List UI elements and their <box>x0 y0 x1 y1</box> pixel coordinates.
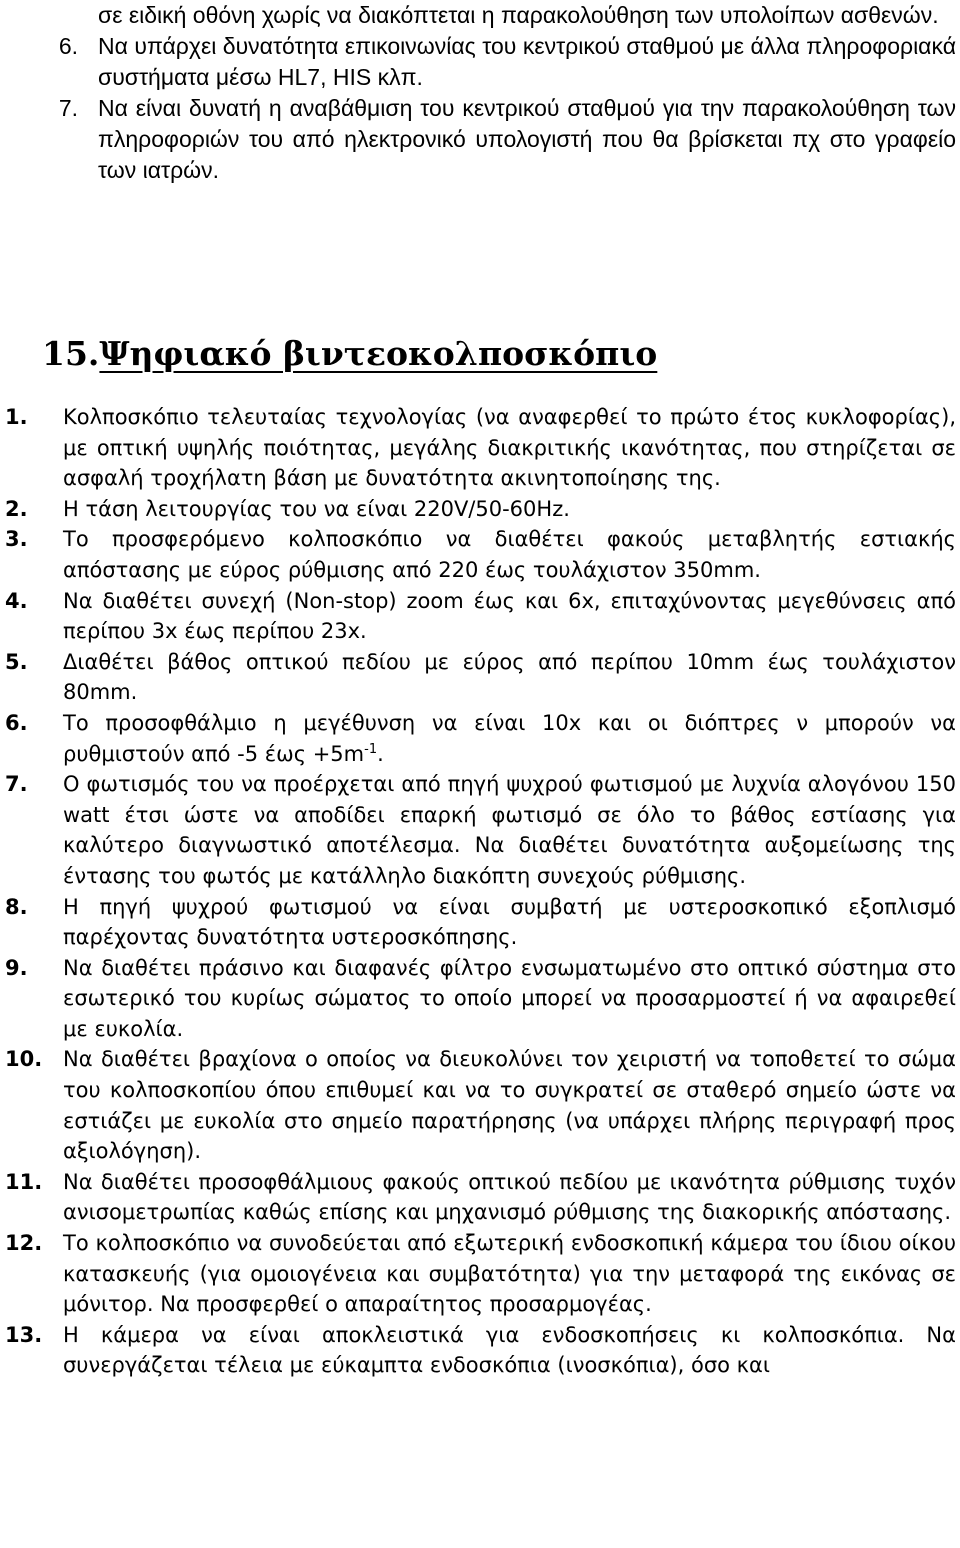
list-item-number: 7. <box>5 772 28 797</box>
list-item <box>0 524 960 585</box>
list-item-text: Να είναι δυνατή η αναβάθμιση του κεντρικού σταθμού για την παρακολούθηση των πληροφοριών του από ηλεκτρονικό υπολογιστή που θα βρίσκεται πχ στο γραφείο των ιατρών. <box>98 95 956 183</box>
list-item-number: 8. <box>5 894 28 919</box>
list-item <box>0 769 960 891</box>
list-item-text <box>63 708 956 769</box>
list-item-text: Να διαθέτει βραχίονα ο οποίος να διευκολύνει τον χειριστή να τοποθετεί το σώμα του κολποσκοπίου όπου επιθυμεί και να το συγκρατεί σε σταθερό σημείο ώστε να εστιάζει με ευκολία στο σημείο παρατήρησης (να υπάρχει πλήρης περιγραφή προς αξιολόγηση). <box>63 1047 956 1164</box>
list-item-text: Το προσφερόμενο κολποσκόπιο να διαθέτει φακούς μεταβλητής εστιακής απόστασης με εύρος ρύθμισης από 220 έως τουλάχιστον 350mm. <box>63 527 956 582</box>
list-item-number: 4. <box>5 588 28 613</box>
list-item-text: Να διαθέτει προσοφθάλμιους φακούς οπτικού πεδίου με ικανότητα ρύθμισης τυχόν ανισομετρωπίας καθώς επίσης και μηχανισμό ρύθμισης της διακορικής απόστασης. <box>63 1169 956 1225</box>
list-item-number: 2. <box>5 496 28 521</box>
section-title: Ψηφιακό βιντεοκολποσκόπιο <box>99 334 658 373</box>
list-item-number: 10. <box>5 1047 43 1072</box>
superscript: -1 <box>364 741 378 757</box>
list-item-number: 5. <box>5 649 28 674</box>
list-item-text: Ο φωτισμός του να προέρχεται από πηγή ψυχρού φωτισμού με λυχνία αλογόνου 150 watt έτσι ώστε να αποδίδει επαρκή φωτισμό σε όλο το βάθος εστίασης για καλύτερο διαγνωστικό αποτέλεσμα. Να διαθέτει δυνατότητα αυξομείωσης της έντασης του φωτός με κατάλληλο διακόπτη συνεχούς ρύθμισης. <box>63 772 956 888</box>
list-item-text: Η τάση λειτουργίας του να είναι 220V/50-60Hz. <box>63 496 570 521</box>
list-item-text: Κολποσκόπιο τελευταίας τεχνολογίας (να αναφερθεί το πρώτο έτος κυκλοφορίας), με οπτική υψηλής ποιότητας, μεγάλης διακριτικής ικανότητας, που στηρίζεται σε ασφαλή τροχήλατη βάση με δυνατότητα ακινητοποίησης της. <box>63 405 956 491</box>
list-item <box>98 0 956 31</box>
list-item <box>0 402 960 494</box>
list-item-text: Να διαθέτει πράσινο και διαφανές φίλτρο ενσωματωμένο στο οπτικό σύστημα στο εσωτερικό του κυρίως σώματος το οποίο μπορεί να προσαρμοστεί ή να αφαιρεθεί με ευκολία. <box>63 955 956 1041</box>
list-item <box>0 1044 960 1166</box>
list-item-text: Το κολποσκόπιο να συνοδεύεται από εξωτερική ενδοσκοπική κάμερα του ίδιου οίκου κατασκευής (για ομοιογένεια και συμβατότητα) για την μεταφορά της εικόνας σε μόνιτορ. Να προσφερθεί ο απαραίτητος προσαρμογέας. <box>63 1231 956 1317</box>
list-item-text: Διαθέτει βάθος οπτικού πεδίου με εύρος από περίπου 10mm έως τουλάχιστον 80mm. <box>63 649 956 705</box>
previous-section-continuation <box>58 0 956 186</box>
list-item <box>0 953 960 1045</box>
list-item <box>0 586 960 647</box>
list-item-number: 6. <box>58 33 78 59</box>
list-item-text: Να διαθέτει συνεχή (Non-stop) zoom έως και 6x, επιταχύνοντας μεγεθύνσεις από περίπου 3x έως περίπου 23x. <box>63 588 956 644</box>
list-item <box>0 1228 960 1320</box>
list-item-text-main: Το προσοφθάλμιο η μεγέθυνση να είναι 10x και οι διόπτρες ν μπορούν να ρυθμιστούν από -5 έως +5m <box>63 710 956 766</box>
section-heading <box>42 332 657 376</box>
list-item-number: 7. <box>58 95 78 121</box>
list-item-number: 3. <box>5 527 28 552</box>
specification-list <box>0 402 960 1381</box>
list-item <box>0 647 960 708</box>
list-item-number: 6. <box>5 710 28 735</box>
list-item-number: 12. <box>5 1231 43 1256</box>
list-item <box>0 892 960 953</box>
list-item <box>0 708 960 769</box>
list-item-number: 11. <box>5 1169 43 1194</box>
list-item <box>0 494 960 525</box>
list-item-number: 13. <box>5 1322 43 1347</box>
list-item-number: 1. <box>5 405 28 429</box>
list-item <box>0 1167 960 1228</box>
list-item-number: 9. <box>5 955 28 980</box>
list-item <box>58 93 956 186</box>
list-item-text-suffix: . <box>377 741 384 766</box>
list-item <box>58 31 956 93</box>
list-item <box>0 1320 960 1381</box>
list-item-text: Να υπάρχει δυνατότητα επικοινωνίας του κεντρικού σταθμού με άλλα πληροφοριακά συστήματα μέσω HL7, HIS κλπ. <box>98 33 956 90</box>
list-item-text: Η πηγή ψυχρού φωτισμού να είναι συμβατή με υστεροσκοπικό εξοπλισμό παρέχοντας δυνατότητα υστεροσκόπησης. <box>63 894 956 950</box>
list-item-text: σε ειδική οθόνη χωρίς να διακόπτεται η παρακολούθηση των υπολοίπων ασθενών. <box>98 2 939 28</box>
section-number: 15. <box>42 334 100 373</box>
list-item-text: Η κάμερα να είναι αποκλειστικά για ενδοσκοπήσεις κι κολποσκόπια. Να συνεργάζεται τέλεια με εύκαμπτα ενδοσκόπια (ινοσκόπια), όσο και <box>63 1322 956 1378</box>
